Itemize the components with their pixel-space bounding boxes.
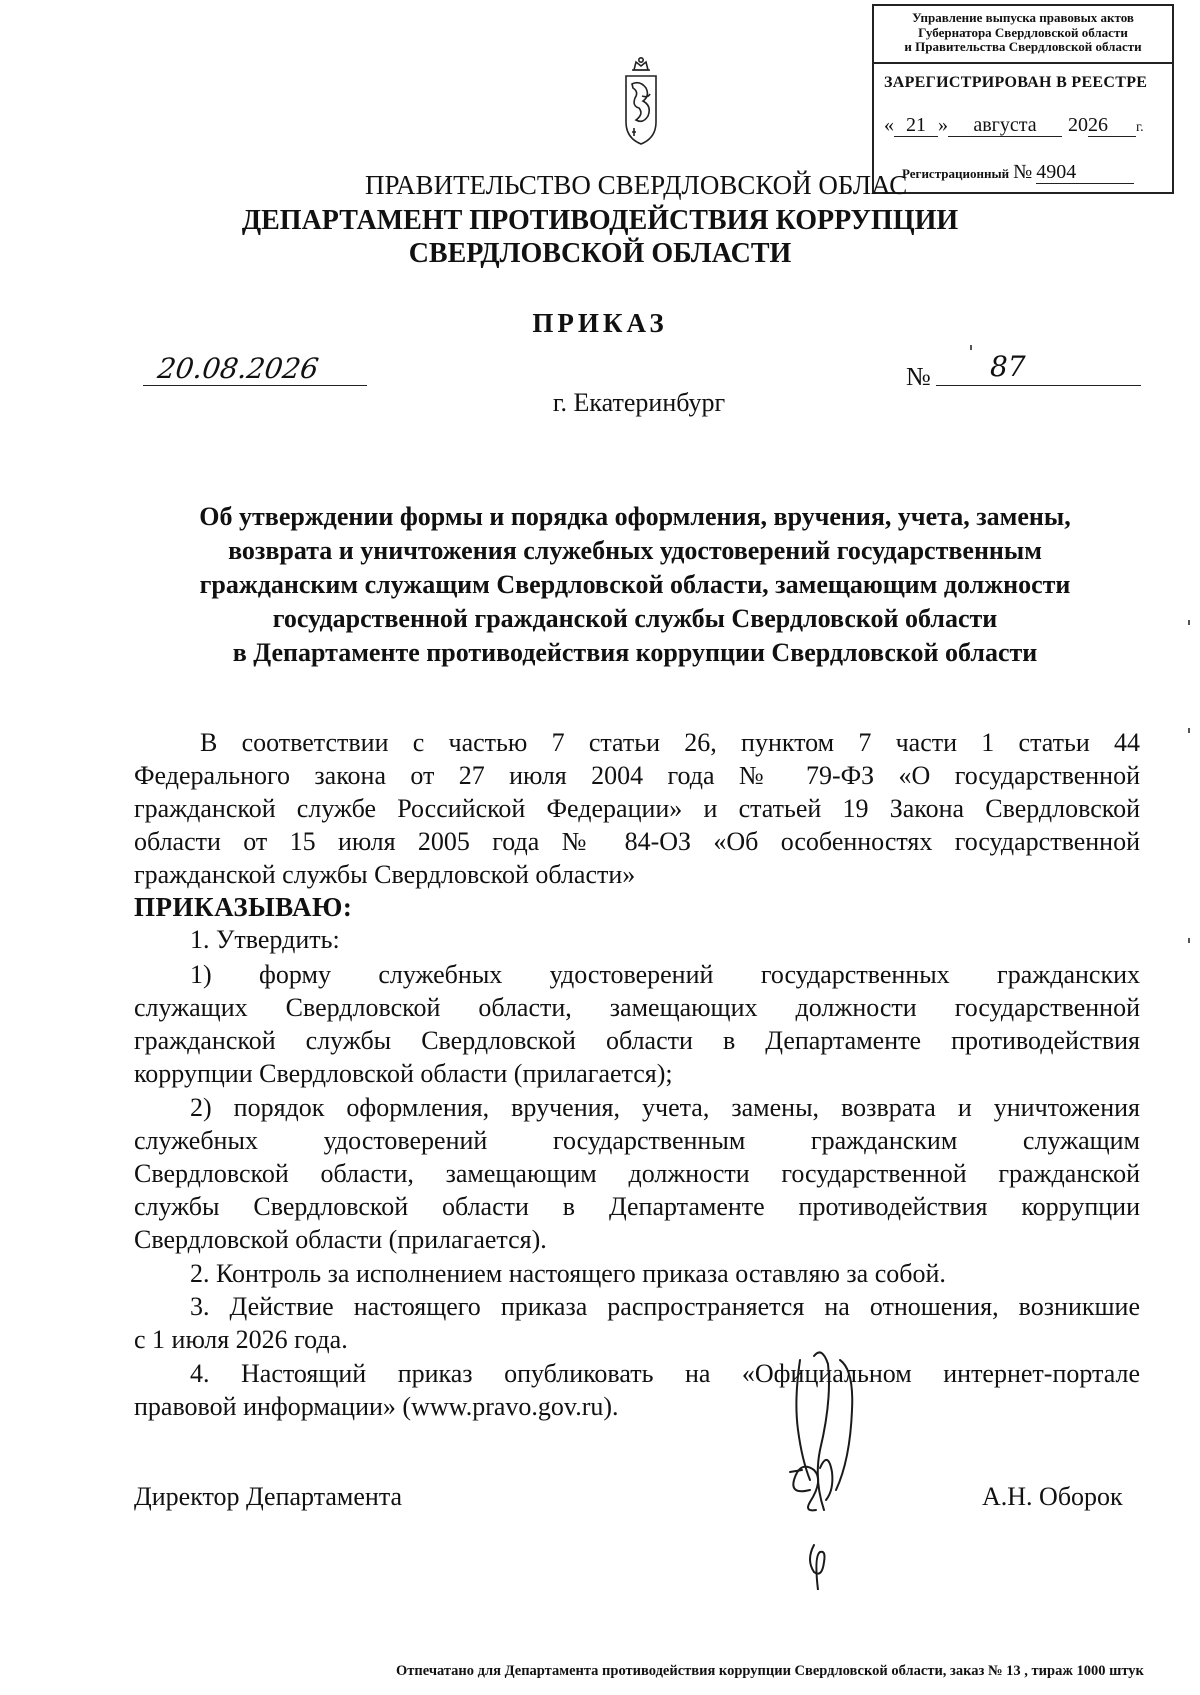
item-1-1-line: гражданской службы Свердловской области в Департаменте противодействия bbox=[134, 1026, 1140, 1055]
preamble-line: Федерального закона от 27 июля 2004 года № 79-ФЗ «О государственной bbox=[134, 761, 1140, 790]
handwritten-number: 87 bbox=[990, 350, 1026, 383]
number-underline bbox=[936, 385, 1141, 386]
stamp-org-line: Управление выпуска правовых актов bbox=[912, 10, 1134, 25]
stamp-organization bbox=[874, 6, 1172, 64]
preamble-line: В соответствии с частью 7 статьи 26, пунктом 7 части 1 статьи 44 bbox=[200, 728, 1140, 757]
department-name-line2: СВЕРДЛОВСКОЙ ОБЛАСТИ bbox=[408, 238, 792, 269]
document-title bbox=[140, 500, 1130, 670]
stamp-year-suffix: 26 bbox=[1088, 114, 1136, 137]
city: г. Екатеринбург bbox=[552, 388, 726, 417]
title-line: в Департаменте противодействия коррупции Свердловской области bbox=[232, 638, 1038, 667]
signatory-name: А.Н. Оборок bbox=[982, 1482, 1123, 1511]
preamble-line: гражданской службы Свердловской области» bbox=[134, 860, 636, 889]
title-line: государственной гражданской службы Свердловской области bbox=[272, 604, 998, 633]
preamble-line: гражданской службе Российской Федерации» и статьей 19 Закона Свердловской bbox=[134, 794, 1140, 823]
scan-mark bbox=[1188, 728, 1190, 733]
item-1-1-line: коррупции Свердловской области (прилагается); bbox=[134, 1059, 673, 1088]
government-name: ПРАВИТЕЛЬСТВО СВЕРДЛОВСКОЙ ОБЛАС bbox=[365, 170, 908, 200]
item-1-1-line: 1) форму служебных удостоверений государственных гражданских bbox=[190, 960, 1140, 989]
item-2: 2. Контроль за исполнением настоящего приказа оставляю за собой. bbox=[190, 1259, 946, 1288]
stamp-reg-label: Регистрационный bbox=[902, 166, 1010, 181]
stamp-registered-title: ЗАРЕГИСТРИРОВАН В РЕЕСТРЕ bbox=[884, 74, 1148, 91]
stamp-org-line: и Правительства Свердловской области bbox=[904, 39, 1142, 54]
stamp-reg-number-row bbox=[902, 161, 1134, 184]
item-4-line: 4. Настоящий приказ опубликовать на «Официальном интернет-портале bbox=[190, 1359, 1140, 1388]
item-1-2-line: 2) порядок оформления, вручения, учета, замены, возврата и уничтожения bbox=[190, 1093, 1140, 1122]
stamp-month: августа bbox=[948, 114, 1062, 137]
number-label: № bbox=[906, 362, 931, 391]
stamp-year-prefix: 20 bbox=[1068, 114, 1088, 136]
signatory-role: Директор Департамента bbox=[134, 1482, 403, 1511]
stamp-org-line: Губернатора Свердловской области bbox=[918, 24, 1128, 40]
scan-mark bbox=[1188, 938, 1190, 943]
stamp-date: « 21 » августа 2026 г. bbox=[884, 114, 1144, 136]
document-type: ПРИКАЗ bbox=[532, 308, 668, 338]
department-name-line1: ДЕПАРТАМЕНТ ПРОТИВОДЕЙСТВИЯ КОРРУПЦИИ bbox=[241, 205, 959, 236]
item-1-2-line: служебных удостоверений государственным гражданским служащим bbox=[134, 1126, 1140, 1155]
item-1-1-line: служащих Свердловской области, замещающих должности государственной bbox=[134, 993, 1140, 1022]
title-line: Об утверждении формы и порядка оформления, вручения, учета, замены, bbox=[199, 502, 1071, 531]
registration-stamp bbox=[872, 4, 1174, 194]
stamp-day: 21 bbox=[894, 114, 938, 137]
scan-mark bbox=[1188, 620, 1190, 625]
print-footer: Отпечатано для Департамента противодействия коррупции Свердловской области, заказ № 13 , тираж 1000 штук bbox=[396, 1663, 1144, 1679]
item-3-line: 3. Действие настоящего приказа распространяется на отношения, возникшие bbox=[190, 1292, 1140, 1321]
handwritten-signature bbox=[780, 1340, 920, 1590]
stamp-reg-no-sign: № bbox=[1013, 161, 1033, 183]
item-4-line: правовой информации» (www.pravo.gov.ru). bbox=[134, 1392, 619, 1421]
item-1-2-line: Свердловской области (прилагается). bbox=[134, 1225, 547, 1254]
item-1: 1. Утвердить: bbox=[190, 925, 340, 954]
item-3-line: с 1 июля 2026 года. bbox=[134, 1325, 348, 1354]
orders-word: ПРИКАЗЫВАЮ: bbox=[134, 892, 353, 922]
stamp-reg-number: 4904 bbox=[1036, 161, 1134, 184]
item-1-2-line: Свердловской области, замещающим должности государственной гражданской bbox=[134, 1159, 1140, 1188]
handwritten-date: 20.08.2026 bbox=[155, 352, 321, 385]
title-line: возврата и уничтожения служебных удостоверений государственным bbox=[228, 536, 1042, 565]
date-underline bbox=[143, 385, 367, 386]
preamble-line: области от 15 июля 2005 года № 84-ОЗ «Об особенностях государственной bbox=[134, 827, 1140, 856]
item-1-2-line: службы Свердловской области в Департаменте противодействия коррупции bbox=[134, 1192, 1140, 1221]
ink-dot bbox=[970, 345, 972, 350]
title-line: гражданским служащим Свердловской области, замещающим должности bbox=[199, 570, 1071, 599]
coat-of-arms-icon bbox=[612, 56, 670, 148]
stamp-year-unit: г. bbox=[1136, 120, 1144, 135]
